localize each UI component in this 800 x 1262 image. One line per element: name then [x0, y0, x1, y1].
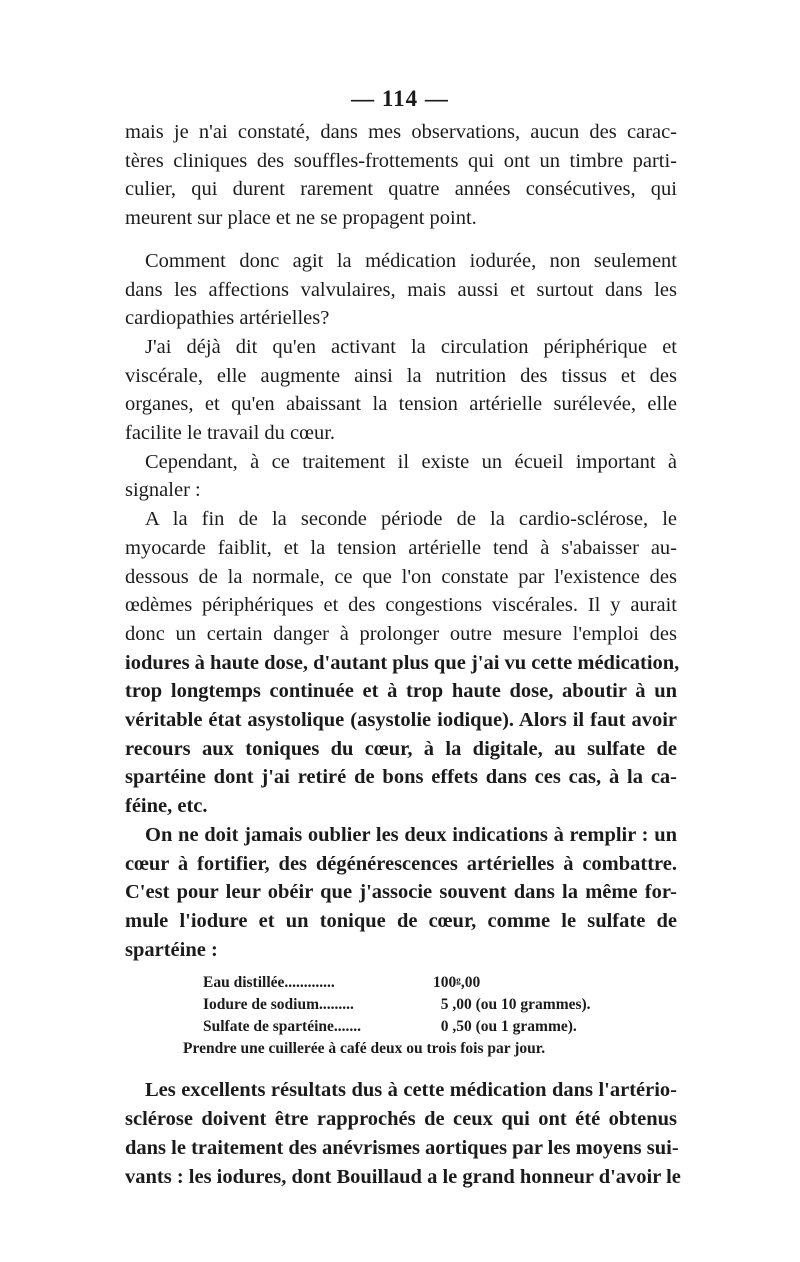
text-line: recours aux toniques du cœur, à la digitale, au sulfate de	[125, 737, 677, 760]
formula-row	[125, 994, 677, 1016]
text-line: dans le traitement des anévrismes aortiques par les moyens sui-	[125, 1136, 679, 1159]
text-line: culier, qui durent rarement quatre années consécutives, qui	[125, 178, 677, 201]
text-line: véritable état asystolique (asystolie iodique). Alors il faut avoir	[125, 709, 677, 732]
text-line: Comment donc agit la médication iodurée, non seulement	[145, 249, 677, 272]
text-line: Cependant, à ce traitement il existe un écueil important à	[145, 450, 677, 473]
paragraph	[125, 821, 677, 965]
text-line: signaler :	[125, 479, 201, 502]
page-number: — 114 —	[351, 86, 449, 111]
text-line: sclérose doivent être rapprochés de ceux qui ont été obtenus	[125, 1108, 677, 1131]
text-line: cœur à fortifier, des dégénérescences artérielles à combattre.	[125, 852, 677, 875]
text-line: On ne doit jamais oublier les deux indications à remplir : un	[145, 823, 677, 846]
ingredient-name: Sulfate de spartéine.......	[203, 1018, 362, 1036]
body-text	[125, 118, 681, 1191]
text-line: viscérale, elle augmente ainsi la nutrition des tissus et des	[125, 364, 677, 387]
text-line: donc un certain danger à prolonger outre mesure l'emploi des	[125, 622, 677, 645]
text-line: dessous de la normale, ce que l'on constate par l'existence des	[125, 565, 677, 588]
text-line: mais je n'ai constaté, dans mes observations, aucun des carac-	[125, 121, 677, 143]
text-line: tères cliniques des souffles-frottements qui ont un timbre parti-	[125, 149, 677, 172]
text-line: vants : les iodures, dont Bouillaud a le grand honneur d'avoir le	[125, 1165, 681, 1188]
paragraph	[125, 247, 677, 333]
text-line: cardiopathies artérielles?	[125, 307, 330, 330]
text-line: iodures à haute dose, d'autant plus que j'ai vu cette médication,	[125, 651, 680, 674]
text-line: féine, etc.	[125, 795, 208, 818]
text-line: Les excellents résultats dus à cette médication dans l'artério-	[145, 1079, 677, 1102]
text-line: spartéine dont j'ai retiré de bons effets dans ces cas, à la ca-	[125, 766, 677, 789]
text-line: meurent sur place et ne se propagent point.	[125, 207, 477, 230]
dosage-instruction: Prendre une cuillerée à café deux ou trois fois par jour.	[183, 1040, 546, 1058]
paragraph	[125, 333, 677, 448]
paragraph-gap	[125, 233, 677, 247]
text-line: J'ai déjà dit qu'en activant la circulation périphérique et	[145, 335, 677, 358]
text-line: organes, et qu'en abaissant la tension artérielle surélevée, elle	[125, 393, 677, 416]
text-line: spartéine :	[125, 938, 218, 961]
text-line: C'est pour leur obéir que j'associe souvent dans la même for-	[125, 881, 677, 904]
ingredient-quantity: 100ᵍ,00	[433, 974, 481, 992]
text-line: mule l'iodure et un tonique de cœur, comme le sulfate de	[125, 909, 677, 932]
text-line: facilite le travail du cœur.	[125, 422, 336, 445]
formula-row	[125, 1016, 677, 1038]
prescription-formula	[125, 972, 677, 1060]
paragraph	[125, 118, 677, 233]
text-line: A la fin de la seconde période de la cardio-sclérose, le	[145, 508, 677, 531]
ingredient-quantity: 5 ,00 (ou 10 grammes).	[433, 996, 591, 1014]
text-line: dans les affections valvulaires, mais aussi et surtout dans les	[125, 278, 677, 301]
text-line: œdèmes périphériques et des congestions viscérales. Il y aurait	[125, 594, 677, 617]
formula-row	[125, 972, 677, 994]
ingredient-name: Iodure de sodium.........	[203, 996, 354, 1014]
ingredient-name: Eau distillée.............	[203, 974, 335, 992]
paragraph	[125, 505, 680, 821]
paragraph	[125, 1076, 681, 1191]
text-line: trop longtemps continuée et à trop haute dose, aboutir à un	[125, 680, 677, 703]
paragraph	[125, 448, 677, 505]
text-line: myocarde faiblit, et la tension artérielle tend à s'abaisser au-	[125, 536, 677, 559]
ingredient-quantity: 0 ,50 (ou 1 gramme).	[433, 1018, 577, 1036]
